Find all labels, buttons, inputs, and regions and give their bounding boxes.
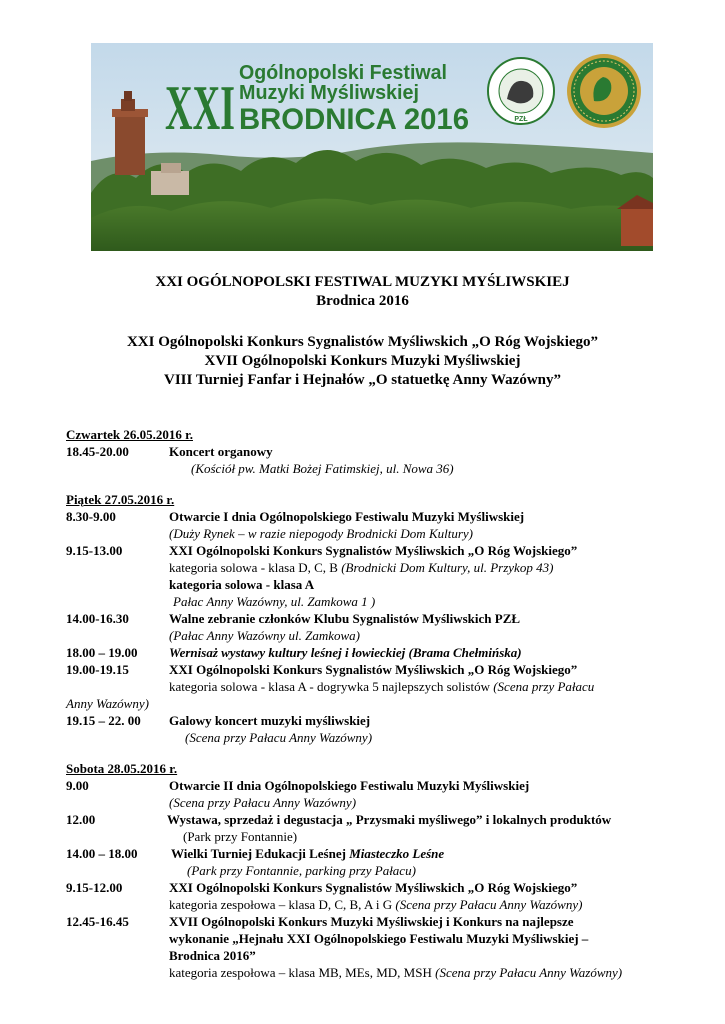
banner-xxi: XXI (165, 72, 235, 143)
day-header: Sobota 28.05.2016 r. (66, 761, 178, 776)
event-title: Otwarcie II dnia Ogólnopolskiego Festiwalu Muzyki Myśliwskiej (169, 778, 530, 793)
event-place: (Scena przy Pałacu Anny Wazówny) (169, 795, 357, 810)
event-row (66, 443, 706, 477)
festival-banner (91, 43, 653, 251)
event-row (66, 508, 706, 542)
main-subtitle: Brodnica 2016 (316, 293, 409, 309)
event-time: 9.15-12.00 (66, 880, 123, 895)
event-title: XXI Ogólnopolski Konkurs Sygnalistów Myśliwskich „O Róg Wojskiego” (169, 662, 578, 677)
event-title-line3: Brodnica 2016” (169, 948, 256, 963)
event-row (66, 845, 706, 879)
event-title: Wernisaż wystawy kultury leśnej i łowieckiej (Brama Chełmińska) (169, 645, 522, 660)
event-row (66, 879, 706, 913)
event-row (66, 777, 706, 811)
banner-line2: Muzyki Myśliwskiej (239, 82, 419, 104)
competition-1: XXI Ogólnopolski Konkurs Sygnalistów Myśliwskich „O Róg Wojskiego” (126, 334, 599, 350)
event-time: 14.00 – 18.00 (66, 846, 138, 861)
schedule (66, 426, 706, 981)
banner-line1: Ogólnopolski Festiwal (239, 62, 447, 84)
event-title: Walne zebranie członków Klubu Sygnalistów Myśliwskich PZŁ (169, 611, 521, 626)
day-header: Czwartek 26.05.2016 r. (66, 427, 193, 442)
event-place: (Kościół pw. Matki Bożej Fatimskiej, ul. Nowa 36) (191, 461, 454, 476)
event-category-a: kategoria solowa - klasa A (169, 577, 315, 592)
event-time: 9.00 (66, 778, 89, 793)
event-place: (Park przy Fontannie) (183, 829, 298, 844)
club-logo-text: PZŁ (514, 116, 528, 123)
event-title: Otwarcie I dnia Ogólnopolskiego Festiwalu Muzyki Myśliwskiej (169, 509, 525, 524)
event-row (66, 610, 706, 644)
event-title: Wielki Turniej Edukacji Leśnej Miasteczko Leśne (171, 846, 445, 861)
event-place: (Duży Rynek – w razie niepogody Brodnicki Dom Kultury) (169, 526, 473, 541)
event-place: (Pałac Anny Wazówny ul. Zamkowa) (169, 628, 361, 643)
competition-2: XVII Ogólnopolski Konkurs Muzyki Myśliwskiej (204, 353, 521, 369)
club-logo (488, 58, 554, 124)
festival-seal (567, 54, 641, 128)
event-place: (Park przy Fontannie, parking przy Pałacu) (187, 863, 416, 878)
event-title: Galowy koncert muzyki myśliwskiej (169, 713, 371, 728)
main-title: XXI OGÓLNOPOLSKI FESTIWAL MUZYKI MYŚLIWSKIEJ (155, 274, 570, 290)
event-time: 18.45-20.00 (66, 444, 129, 459)
event-row (66, 661, 706, 712)
competitions-block (0, 333, 725, 390)
event-time: 14.00-16.30 (66, 611, 129, 626)
event-time: 18.00 – 19.00 (66, 645, 138, 660)
event-category: kategoria zespołowa – klasa D, C, B, A i G (Scena przy Pałacu Anny Wazówny) (169, 897, 583, 912)
event-category: kategoria zespołowa – klasa MB, MEs, MD, MSH (Scena przy Pałacu Anny Wazówny) (169, 965, 623, 980)
event-title: Wystawa, sprzedaż i degustacja „ Przysmaki myśliwego” i lokalnych produktów (167, 812, 612, 827)
event-time: 19.15 – 22. 00 (66, 713, 141, 728)
event-time: 9.15-13.00 (66, 543, 123, 558)
event-time: 12.45-16.45 (66, 914, 129, 929)
event-time: 8.30-9.00 (66, 509, 116, 524)
banner-line3: BRODNICA 2016 (239, 103, 469, 136)
event-row (66, 542, 706, 610)
event-row (66, 913, 706, 981)
event-category: kategoria solowa - klasa A - dogrywka 5 najlepszych solistów (Scena przy Pałacu (169, 679, 595, 694)
day-friday (66, 491, 706, 746)
day-header: Piątek 27.05.2016 r. (66, 492, 175, 507)
event-place: Pałac Anny Wazówny, ul. Zamkowa 1 ) (173, 594, 376, 609)
event-time: 19.00-19.15 (66, 662, 129, 677)
banner-image (91, 43, 653, 251)
event-place-wrap: Anny Wazówny) (66, 696, 149, 711)
event-category: kategoria solowa - klasa D, C, B (Brodnicki Dom Kultury, ul. Przykop 43) (169, 560, 554, 575)
event-time: 12.00 (66, 812, 96, 827)
event-title: Koncert organowy (169, 444, 273, 459)
day-thursday (66, 426, 706, 477)
event-row (66, 644, 706, 661)
event-title: XXI Ogólnopolski Konkurs Sygnalistów Myśliwskich „O Róg Wojskiego” (169, 880, 578, 895)
event-title-line2: wykonanie „Hejnału XXI Ogólnopolskiego Festiwalu Muzyki Myśliwskiej – (169, 931, 589, 946)
event-title-line1: XVII Ogólnopolski Konkurs Muzyki Myśliwskiej i Konkurs na najlepsze (169, 914, 574, 929)
day-saturday (66, 760, 706, 981)
event-row (66, 712, 706, 746)
event-row (66, 811, 706, 845)
event-place: (Scena przy Pałacu Anny Wazówny) (185, 730, 373, 745)
competition-3: VIII Turniej Fanfar i Hejnałów „O statuetkę Anny Wazówny” (164, 372, 561, 388)
event-title: XXI Ogólnopolski Konkurs Sygnalistów Myśliwskich „O Róg Wojskiego” (169, 543, 578, 558)
main-title-block (0, 273, 725, 311)
